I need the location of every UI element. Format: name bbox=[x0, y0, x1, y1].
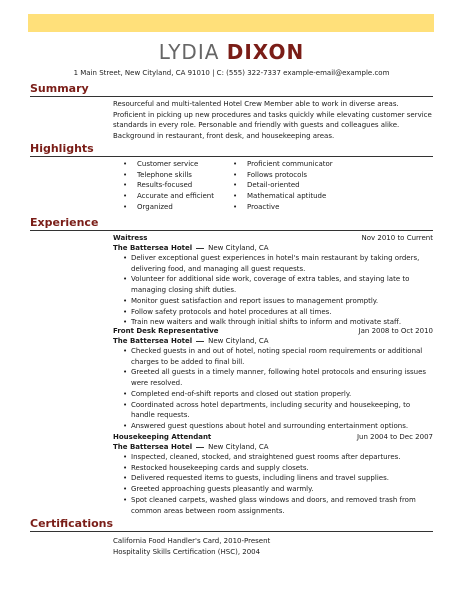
duty-item: • Answered guest questions about hotel and surrounding entertainment options. bbox=[123, 421, 433, 432]
highlight-item: • Mathematical aptitude bbox=[233, 191, 333, 202]
candidate-name bbox=[0, 40, 463, 64]
duty-item: • Completed end-of-shift reports and closed out station properly. bbox=[123, 389, 433, 400]
duty-item: • Volunteer for additional side work, coverage of extra tables, and staying late to managing closing shift duties. bbox=[123, 274, 433, 295]
experience-divider bbox=[30, 230, 433, 231]
job-dates: Nov 2010 to Current bbox=[361, 234, 433, 242]
duty-item: • Checked guests in and out of hotel, noting special room requirements or additional charges to be added to final bill. bbox=[123, 346, 433, 367]
duty-item: • Train new waiters and walk through initial shifts to inform and motivate staff. bbox=[123, 317, 433, 328]
summary-text: Resourceful and multi-talented Hotel Crew Member able to work in diverse areas. Proficient in picking up new procedures and tasks quickly while elevating customer service standards in every role. Personable and friendly with guests and colleagues alike. Background in restaurant, front desk, and housekeeping areas. bbox=[113, 100, 432, 141]
company-name: The Battersea Hotel bbox=[113, 337, 193, 345]
highlight-item: • Detail-oriented bbox=[233, 180, 333, 191]
highlights-right-list bbox=[233, 159, 333, 213]
highlight-item: • Proficient communicator bbox=[233, 159, 333, 170]
job-title: Front Desk Representative bbox=[113, 327, 219, 335]
job-title: Waitress bbox=[113, 234, 148, 242]
duty-item: • Delivered requested items to guests, including linens and travel supplies. bbox=[123, 473, 433, 484]
duty-item: • Monitor guest satisfaction and report issues to management promptly. bbox=[123, 296, 433, 307]
certifications-list bbox=[113, 536, 270, 557]
duty-item: • Deliver exceptional guest experiences in hotel's main restaurant by taking orders, delivering food, and managing all guest requests. bbox=[123, 253, 433, 274]
duty-item: • Spot cleaned carpets, washed glass windows and doors, and removed trash from common areas between room assignments. bbox=[123, 495, 433, 516]
company-name: The Battersea Hotel bbox=[113, 244, 193, 252]
certifications-heading: Certifications bbox=[30, 517, 114, 530]
job-title: Housekeeping Attendant bbox=[113, 433, 212, 441]
highlights-heading: Highlights bbox=[30, 142, 94, 155]
contact-line: 1 Main Street, New Cityland, CA 91010 | C: (555) 322-7337 example-email@example.com bbox=[73, 69, 390, 77]
job-location: New Cityland, CA bbox=[208, 337, 269, 345]
job-location: New Cityland, CA bbox=[208, 244, 269, 252]
company-name: The Battersea Hotel bbox=[113, 443, 193, 451]
job-duties bbox=[123, 253, 433, 328]
duty-item: • Restocked housekeeping cards and supply closets. bbox=[123, 463, 433, 474]
highlight-item: • Proactive bbox=[233, 202, 333, 213]
job-location: New Cityland, CA bbox=[208, 443, 269, 451]
duty-item: • Coordinated across hotel departments, including security and housekeeping, to handle requests. bbox=[123, 400, 433, 421]
dash-separator bbox=[196, 248, 204, 249]
experience-heading: Experience bbox=[30, 216, 99, 229]
first-name: LYDIA bbox=[158, 40, 220, 64]
summary-heading: Summary bbox=[30, 82, 89, 95]
highlights-divider bbox=[30, 156, 433, 157]
certifications-divider bbox=[30, 531, 433, 532]
job-dates: Jan 2008 to Oct 2010 bbox=[358, 327, 433, 335]
duty-item: • Greeted all guests in a timely manner, following hotel protocols and ensuring issues were resolved. bbox=[123, 367, 433, 388]
job-dates: Jun 2004 to Dec 2007 bbox=[356, 433, 433, 441]
job-entry bbox=[113, 326, 433, 432]
job-duties bbox=[123, 452, 433, 516]
highlight-item: • Customer service bbox=[123, 159, 214, 170]
highlight-item: • Accurate and efficient bbox=[123, 191, 214, 202]
duty-item: • Inspected, cleaned, stocked, and straightened guest rooms after departures. bbox=[123, 452, 433, 463]
job-entry bbox=[113, 233, 433, 328]
dash-separator bbox=[196, 341, 204, 342]
highlights-left-list bbox=[123, 159, 214, 213]
dash-separator bbox=[196, 447, 204, 448]
highlight-item: • Results-focused bbox=[123, 180, 214, 191]
last-name: DIXON bbox=[226, 40, 305, 64]
job-duties bbox=[123, 346, 433, 432]
summary-divider bbox=[30, 96, 433, 97]
duty-item: • Greeted approaching guests pleasantly and warmly. bbox=[123, 484, 433, 495]
duty-item: • Follow safety protocols and hotel procedures at all times. bbox=[123, 307, 433, 318]
highlight-item: • Telephone skills bbox=[123, 170, 214, 181]
header-accent-bar bbox=[28, 14, 434, 32]
certification-item: Hospitality Skills Certification (HSC), 2004 bbox=[113, 547, 261, 556]
certification-item: California Food Handler's Card, 2010-Present bbox=[113, 537, 271, 545]
highlight-item: • Follows protocols bbox=[233, 170, 333, 181]
highlight-item: • Organized bbox=[123, 202, 214, 213]
job-entry bbox=[113, 432, 433, 516]
